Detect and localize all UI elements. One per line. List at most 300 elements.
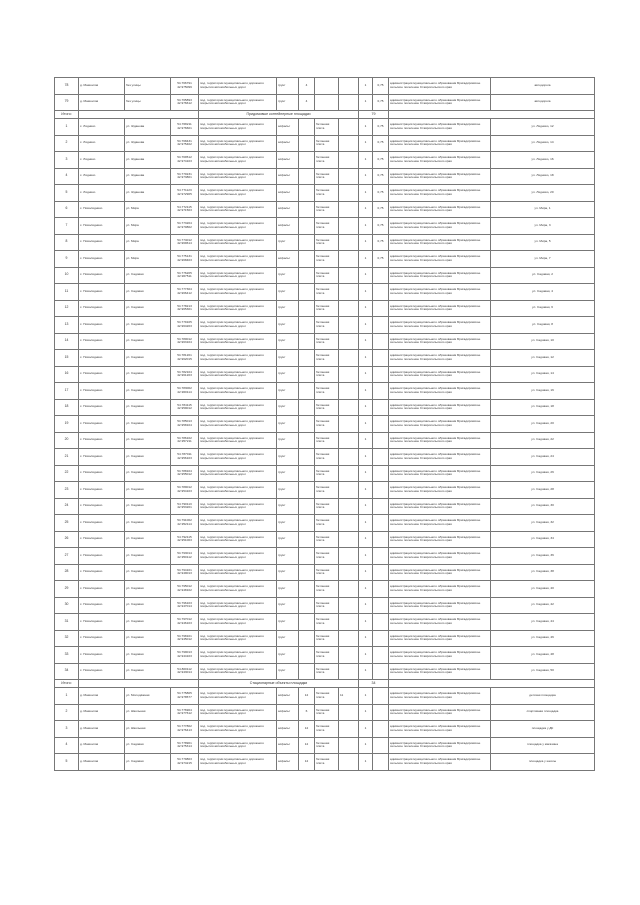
cell-desc: под. территории муниципального дорожного покрытия автомобильных дорог [199,663,277,680]
cell-num: 18 [55,399,79,416]
cell-str: ул. Садовая [125,647,171,664]
cell-dest: автодорога [491,94,595,111]
cell-len: 1 [359,251,373,268]
cell-desc: под. территории муниципального дорожного покрытия автомобильных дорог [199,168,277,185]
cell-coords: 54.766791 42.975099 [171,78,199,95]
cell-note: администрация муниципального образования Бригадировское сельское поселение Ставропольского края [389,94,491,111]
cell-width [299,432,315,449]
cell-owner [339,350,359,367]
cell-dest: ул. Садовая, 42 [491,597,595,614]
cell-len: 1 [359,432,373,449]
cell-num: 78 [55,78,79,95]
cell-kind: асфальт [277,737,299,754]
cell-str: ул. Садовая [125,350,171,367]
cell-dest: ул. Садовая, 10 [491,333,595,350]
table-row [55,630,595,647]
cell-q [373,317,389,334]
cell-cover: бетонная плита [315,449,339,466]
cell-num: 15 [55,350,79,367]
cell-cover: бетонная плита [315,416,339,433]
cell-str: ул. Садовая [125,564,171,581]
cell-q [373,531,389,548]
table-row [55,482,595,499]
cell-kind: асфальт [277,185,299,202]
cell-width [299,251,315,268]
table-row [55,721,595,738]
cell-width [299,663,315,680]
cell-len: 1 [359,317,373,334]
cell-kind: грунт [277,267,299,284]
cell-note: администрация муниципального образования Бригадировское сельское поселение Ставропольского края [389,251,491,268]
cell-note: администрация муниципального образования Бригадировское сельское поселение Ставропольского края [389,119,491,136]
cell-len: 1 [359,721,373,738]
table-row [55,366,595,383]
cell-str: ул. Молодёжная [125,688,171,705]
cell-desc: под. территории муниципального дорожного покрытия автомобильных дорог [199,482,277,499]
cell-len: 1 [359,647,373,664]
cell-width [299,465,315,482]
cell-cover: бетонная плита [315,564,339,581]
cell-num: 7 [55,218,79,235]
cell-kind: грунт [277,94,299,111]
cell-num: 33 [55,647,79,664]
cell-str: ул. Садовая [125,498,171,515]
cell-str: ул. Садовая [125,482,171,499]
cell-len: 1 [359,234,373,251]
cell-str: ул. Садовая [125,284,171,301]
cell-len: 1 [359,366,373,383]
cell-kind: грунт [277,515,299,532]
cell-width [299,515,315,532]
cell-dest: ул. Садовая, 22 [491,432,595,449]
cell-coords: 54.778213 42.965301 [171,300,199,317]
cell-q [373,333,389,350]
cell-coords: 54.789012 42.954103 [171,482,199,499]
cell-dest: спортивная площадка [491,704,595,721]
cell-loc: с. Новоляднико [79,251,125,268]
cell-q [373,564,389,581]
cell-note: администрация муниципального образования Бригадировское сельское поселение Ставропольского края [389,284,491,301]
cell-owner [339,218,359,235]
cell-cover: бетонная плита [315,135,339,152]
cell-width: 12 [299,737,315,754]
cell-q [373,630,389,647]
cell-num: 13 [55,317,79,334]
cell-owner [339,737,359,754]
cell-dest: ул. Садовая, 14 [491,366,595,383]
cell-kind: асфальт [277,251,299,268]
cell-note: администрация муниципального образования Бригадировское сельское поселение Ставропольского края [389,135,491,152]
cell-q [373,581,389,598]
cell-note: администрация муниципального образования Бригадировское сельское поселение Ставропольского края [389,515,491,532]
cell-num: 2 [55,135,79,152]
cell-coords: 54.792115 42.951003 [171,531,199,548]
cell-coords: 54.774012 42.969614 [171,234,199,251]
cell-coords: 54.788104 42.955012 [171,465,199,482]
cell-note: администрация муниципального образования Бригадировское сельское поселение Ставропольского края [389,498,491,515]
cell-kind: грунт [277,564,299,581]
cell-dest: ул. Садовая, 26 [491,465,595,482]
cell-num: 6 [55,201,79,218]
cell-note: администрация муниципального образования Бригадировское сельское поселение Ставропольского края [389,218,491,235]
cell-len: 1 [359,185,373,202]
cell-kind: грунт [277,317,299,334]
cell-cover: бетонная плита [315,630,339,647]
cell-num: 25 [55,515,79,532]
cell-note: администрация муниципального образования Бригадировское сельское поселение Ставропольского края [389,366,491,383]
cell-coords: 54.768211 42.976601 [171,119,199,136]
cell-coords: 54.769512 42.974103 [171,152,199,169]
cell-coords: 54.782104 42.961203 [171,366,199,383]
cell-len: 1 [359,498,373,515]
cell-num: 31 [55,614,79,631]
cell-coords: 54.775131 42.968403 [171,251,199,268]
cell-owner [339,251,359,268]
cell-dest: ул. Садовая, 40 [491,581,595,598]
cell-len: 1 [359,78,373,95]
cell-desc: под. территории муниципального дорожного покрытия автомобильных дорог [199,218,277,235]
section-total: 79 [359,111,389,119]
cell-str: ул. Жданова [125,135,171,152]
cell-kind: грунт [277,581,299,598]
cell-q [373,663,389,680]
cell-width: 6 [299,704,315,721]
cell-kind: грунт [277,78,299,95]
cell-owner [339,135,359,152]
cell-loc: с. Новоляднико [79,531,125,548]
cell-loc: д. Мамонтов [79,704,125,721]
cell-q [373,614,389,631]
cell-q: 0,75 [373,218,389,235]
cell-owner [339,465,359,482]
cell-note: администрация муниципального образования Бригадировское сельское поселение Ставропольского края [389,548,491,565]
cell-len: 1 [359,482,373,499]
cell-num: 34 [55,663,79,680]
table-row [55,416,595,433]
cell-desc: под. территории муниципального дорожного покрытия автомобильных дорог [199,251,277,268]
table-row [55,564,595,581]
cell-str: ул. Садовая [125,432,171,449]
cell-owner [339,399,359,416]
cell-dest: ул. Садовая, 32 [491,515,595,532]
cell-owner [339,449,359,466]
cell-owner [339,498,359,515]
cell-kind: грунт [277,498,299,515]
cell-owner [339,581,359,598]
cell-width [299,597,315,614]
cell-width [299,267,315,284]
cell-loc: с. Новоляднико [79,201,125,218]
cell-coords: 54.791002 42.952114 [171,515,199,532]
cell-width [299,498,315,515]
cell-len: 1 [359,737,373,754]
cell-coords: 54.781201 42.962015 [171,350,199,367]
cell-note: администрация муниципального образования Бригадировское сельское поселение Ставропольского края [389,168,491,185]
cell-width [299,135,315,152]
cell-num: 14 [55,333,79,350]
cell-width [299,350,315,367]
cell-dest: ул. Ляднико, 14 [491,135,595,152]
cell-cover: бетонная плита [315,218,339,235]
cell-desc: под. территории муниципального дорожного покрытия автомобильных дорог [199,119,277,136]
cell-cover: бетонная плита [315,383,339,400]
cell-loc: с. Новоляднико [79,449,125,466]
cell-desc: под. территории муниципального дорожного покрытия автомобильных дорог [199,366,277,383]
cell-kind: грунт [277,482,299,499]
cell-desc: под. территории муниципального дорожного покрытия автомобильных дорог [199,564,277,581]
cell-loc: с. Ляднико [79,185,125,202]
cell-cover: бетонная плита [315,251,339,268]
cell-len: 1 [359,383,373,400]
cell-q [373,515,389,532]
cell-q [373,465,389,482]
table-row [55,267,595,284]
cell-kind: грунт [277,416,299,433]
cell-note: администрация муниципального образования Бригадировское сельское поселение Ставропольского края [389,300,491,317]
cell-q [373,647,389,664]
cell-len: 1 [359,135,373,152]
cell-kind: грунт [277,399,299,416]
cell-note: администрация муниципального образования Бригадировское сельское поселение Ставропольского края [389,581,491,598]
cell-owner [339,564,359,581]
cell-len: 1 [359,754,373,771]
cell-coords: 54.768431 42.975402 [171,135,199,152]
cell-desc: под. территории муниципального дорожного покрытия автомобильных дорог [199,333,277,350]
cell-len: 1 [359,152,373,169]
cell-width [299,168,315,185]
table-row [55,498,595,515]
cell-str: ул. Мира [125,234,171,251]
cell-cover: бетонная плита [315,333,339,350]
cell-cover: бетонная плита [315,531,339,548]
cell-q [373,267,389,284]
cell-cover: бетонная плита [315,548,339,565]
cell-dest: ул. Садовая, 44 [491,614,595,631]
cell-width [299,531,315,548]
cell-len: 1 [359,548,373,565]
cell-dest: ул. Садовая, 48 [491,647,595,664]
cell-len: 1 [359,267,373,284]
cell-desc: под. территории муниципального дорожного покрытия автомобильных дорог [199,630,277,647]
cell-len: 1 [359,465,373,482]
cell-loc: с. Новоляднико [79,647,125,664]
section-label: Итого: [55,111,79,119]
cell-loc: с. Новоляднико [79,399,125,416]
cell-dest: ул. Садовая, 20 [491,416,595,433]
cell-cover: бетонная плита [315,614,339,631]
cell-desc: под. территории муниципального дорожного покрытия автомобильных дорог [199,201,277,218]
cell-note: администрация муниципального образования Бригадировское сельское поселение Ставропольского края [389,721,491,738]
cell-loc: д. Мамонтов [79,754,125,771]
cell-num: 2 [55,704,79,721]
cell-coords: 54.771123 42.972905 [171,185,199,202]
table-row [55,581,595,598]
section-title: Стационарные объекты площадки [199,680,359,688]
cell-q [373,449,389,466]
cell-loc: с. Новоляднико [79,498,125,515]
cell-desc: под. территории муниципального дорожного покрытия автомобильных дорог [199,548,277,565]
cell-note: администрация муниципального образования Бригадировское сельское поселение Ставропольского края [389,597,491,614]
cell-desc: под. территории муниципального дорожного покрытия автомобильных дорог [199,267,277,284]
cell-width [299,284,315,301]
cell-num: 3 [55,721,79,738]
cell-owner [339,333,359,350]
cell-cover: бетонная плита [315,152,339,169]
cell-cover: бетонная плита [315,688,339,705]
cell-coords: 54.777802 42.976413 [171,721,199,738]
cell-q [373,548,389,565]
cell-kind: грунт [277,333,299,350]
cell-len: 1 [359,399,373,416]
cell-width [299,449,315,466]
cell-cover: бетонная плита [315,597,339,614]
cell-num: 17 [55,383,79,400]
cell-cover: бетонная плита [315,482,339,499]
cell-note: администрация муниципального образования Бригадировское сельское поселение Ставропольского края [389,647,491,664]
cell-num: 23 [55,482,79,499]
cell-kind: грунт [277,350,299,367]
cell-loc: с. Ляднико [79,135,125,152]
table-row [55,688,595,705]
cell-note: администрация муниципального образования Бригадировское сельское поселение Ставропольского края [389,614,491,631]
table-row [55,737,595,754]
cell-owner [339,754,359,771]
cell-str: ул. Жданова [125,185,171,202]
cell-desc: под. территории муниципального дорожного покрытия автомобильных дорог [199,647,277,664]
cell-num: 27 [55,548,79,565]
cell-width [299,366,315,383]
cell-dest: ул. Садовая, 4 [491,284,595,301]
cell-str: ул. Жданова [125,168,171,185]
table-row [55,284,595,301]
cell-owner [339,663,359,680]
cell-kind: грунт [277,548,299,565]
cell-owner [339,201,359,218]
cell-str: ул. Садовая [125,754,171,771]
cell-cover: бетонная плита [315,663,339,680]
cell-owner [339,78,359,95]
cell-owner [339,94,359,111]
cell-q: 0,75 [373,152,389,169]
table-row [55,333,595,350]
cell-num: 5 [55,185,79,202]
cell-width [299,317,315,334]
cell-width [299,383,315,400]
cell-owner [339,482,359,499]
cell-kind: грунт [277,300,299,317]
cell-kind: асфальт [277,119,299,136]
cell-note: администрация муниципального образования Бригадировское сельское поселение Ставропольского края [389,317,491,334]
cell-str: ул. Садовая [125,548,171,565]
cell-owner [339,119,359,136]
cell-len: 1 [359,300,373,317]
cell-width [299,564,315,581]
cell-num: 11 [55,284,79,301]
cell-desc: под. территории муниципального дорожного покрытия автомобильных дорог [199,185,277,202]
cell-str: ул. Садовая [125,531,171,548]
cell-coords: 54.796103 42.947014 [171,597,199,614]
table-row [55,383,595,400]
cell-note: администрация муниципального образования Бригадировское сельское поселение Ставропольского края [389,737,491,754]
cell-desc: под. территории муниципального дорожного покрытия автомобильных дорог [199,737,277,754]
cell-loc: д. Мамонтов [79,721,125,738]
cell-cover: бетонная плита [315,647,339,664]
cell-coords: 54.785013 42.958104 [171,416,199,433]
cell-loc: с. Новоляднико [79,548,125,565]
cell-coords: 54.790113 42.953201 [171,498,199,515]
cell-q: 0,75 [373,135,389,152]
cell-note: администрация муниципального образования Бригадировское сельское поселение Ставропольского края [389,564,491,581]
cell-cover: бетонная плита [315,581,339,598]
cell-coords: 54.776205 42.967511 [171,267,199,284]
cell-loc: с. Новоляднико [79,465,125,482]
table-row [55,185,595,202]
cell-width [299,548,315,565]
cell-kind: грунт [277,647,299,664]
cell-len: 1 [359,168,373,185]
cell-dest: площадка у ДК [491,721,595,738]
cell-owner [339,647,359,664]
cell-owner [339,284,359,301]
cell-loc: с. Новоляднико [79,300,125,317]
cell-num: 21 [55,449,79,466]
cell-owner [339,383,359,400]
cell-num: 12 [55,300,79,317]
cell-loc: с. Новоляднико [79,614,125,631]
cell-coords: 54.775805 42.978577 [171,688,199,705]
cell-loc: с. Новоляднико [79,663,125,680]
cell-len: 1 [359,333,373,350]
cell-coords: 54.770231 42.973801 [171,168,199,185]
cell-note: администрация муниципального образования Бригадировское сельское поселение Ставропольского края [389,383,491,400]
cell-str: ул. Садовая [125,267,171,284]
cell-len: 1 [359,597,373,614]
cell-desc: под. территории муниципального дорожного покрытия автомобильных дорог [199,498,277,515]
cell-owner [339,548,359,565]
cell-note: администрация муниципального образования Бригадировское сельское поселение Ставропольского края [389,350,491,367]
cell-dest: ул. Садовая, 12 [491,350,595,367]
cell-q [373,366,389,383]
cell-dest: ул. Ляднико, 18 [491,168,595,185]
cell-cover: бетонная плита [315,737,339,754]
cell-cover: бетонная плита [315,284,339,301]
cell-desc: под. территории муниципального дорожного покрытия автомобильных дорог [199,531,277,548]
cell-kind: асфальт [277,721,299,738]
cell-coords: 54.794101 42.949013 [171,564,199,581]
cell-kind: асфальт [277,168,299,185]
cell-num: 22 [55,465,79,482]
cell-loc: с. Ляднико [79,152,125,169]
table-row [55,704,595,721]
table-row [55,94,595,111]
cell-note: администрация муниципального образования Бригадировское сельское поселение Ставропольского края [389,201,491,218]
cell-desc: под. территории муниципального дорожного покрытия автомобильных дорог [199,416,277,433]
cell-q [373,498,389,515]
cell-desc: под. территории муниципального дорожного покрытия автомобильных дорог [199,135,277,152]
cell-q [373,704,389,721]
cell-dest: ул. Ляднико, 16 [491,152,595,169]
cell-desc: под. территории муниципального дорожного покрытия автомобильных дорог [199,383,277,400]
cell-loc: с. Новоляднико [79,234,125,251]
cell-cover: бетонная плита [315,119,339,136]
cell-dest: площадка у магазина [491,737,595,754]
cell-str: ул. Садовая [125,383,171,400]
cell-len: 1 [359,284,373,301]
cell-dest: ул. Мира, 3 [491,218,595,235]
cell-str: ул. Садовая [125,614,171,631]
cell-len: 1 [359,201,373,218]
cell-q: 0,75 [373,201,389,218]
